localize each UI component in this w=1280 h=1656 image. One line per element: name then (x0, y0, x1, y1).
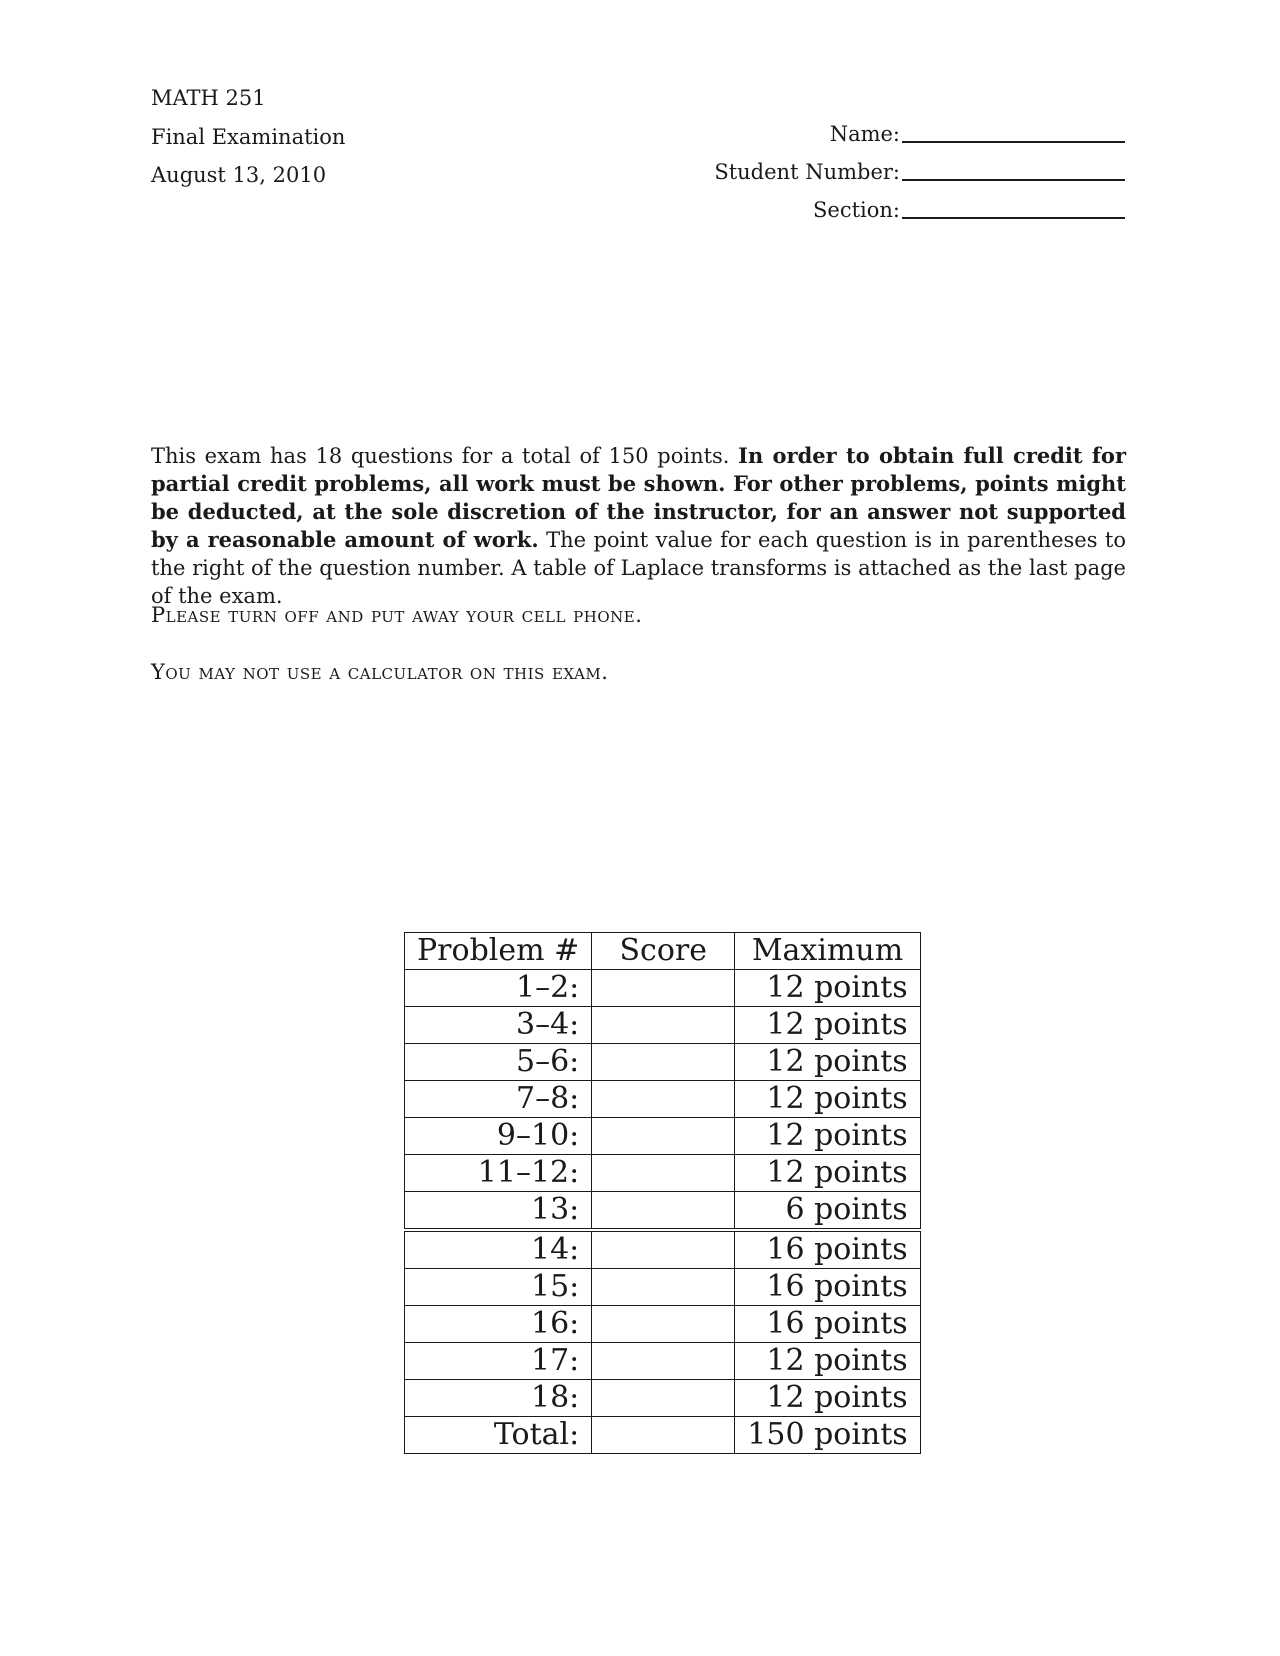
max-cell: 12 points (735, 970, 920, 1007)
problem-cell: 1–2: (405, 970, 592, 1007)
score-cell (592, 1118, 735, 1155)
course-title: MATH 251 (151, 86, 266, 110)
problem-cell: 3–4: (405, 1007, 592, 1044)
table-row (405, 1081, 921, 1118)
instructions-paragraph (151, 442, 1126, 610)
name-blank[interactable] (902, 141, 1125, 143)
student-number-blank[interactable] (902, 179, 1125, 181)
table-row (405, 1007, 921, 1044)
problem-cell: 7–8: (405, 1081, 592, 1118)
calculator-notice: You may not use a calculator on this exam. (151, 660, 609, 684)
total-max: 150 points (735, 1417, 920, 1454)
problem-cell: 15: (405, 1269, 592, 1306)
cell-phone-notice: Please turn off and put away your cell phone. (151, 603, 643, 627)
header-problem: Problem # (405, 933, 592, 970)
table-row (405, 1380, 921, 1417)
header-score: Score (592, 933, 735, 970)
score-cell (592, 1230, 735, 1269)
max-cell: 6 points (735, 1192, 920, 1231)
student-number-field[interactable] (714, 162, 1125, 183)
total-label: Total: (405, 1417, 592, 1454)
table-row (405, 1343, 921, 1380)
exam-title: Final Examination (151, 125, 346, 149)
max-cell: 16 points (735, 1269, 920, 1306)
max-cell: 12 points (735, 1081, 920, 1118)
problem-cell: 16: (405, 1306, 592, 1343)
table-row (405, 1306, 921, 1343)
name-label: Name: (829, 122, 900, 146)
problem-cell: 13: (405, 1192, 592, 1231)
score-cell (592, 1343, 735, 1380)
score-cell (592, 1007, 735, 1044)
max-cell: 16 points (735, 1230, 920, 1269)
section-blank[interactable] (902, 217, 1125, 219)
section-field[interactable] (813, 200, 1125, 221)
max-cell: 12 points (735, 1380, 920, 1417)
problem-cell: 14: (405, 1230, 592, 1269)
table-row (405, 1192, 921, 1231)
max-cell: 12 points (735, 1118, 920, 1155)
max-cell: 12 points (735, 1155, 920, 1192)
score-cell (592, 1306, 735, 1343)
max-cell: 12 points (735, 1007, 920, 1044)
instructions-intro: This exam has 18 questions for a total of 150 points. (151, 444, 739, 468)
instructions-rest: The point value for each question is in parentheses to the right of the question number. A table of Laplace transforms is attached as the last page of the exam. (151, 528, 1126, 608)
problem-cell: 9–10: (405, 1118, 592, 1155)
max-cell: 12 points (735, 1044, 920, 1081)
table-row (405, 1269, 921, 1306)
score-cell (592, 1155, 735, 1192)
student-number-label: Student Number: (714, 160, 900, 184)
problem-cell: 18: (405, 1380, 592, 1417)
problem-cell: 11–12: (405, 1155, 592, 1192)
problem-cell: 5–6: (405, 1044, 592, 1081)
score-cell (592, 1269, 735, 1306)
problem-cell: 17: (405, 1343, 592, 1380)
score-table (404, 932, 921, 1454)
table-row (405, 1044, 921, 1081)
table-row (405, 1230, 921, 1269)
max-cell: 12 points (735, 1343, 920, 1380)
table-row (405, 970, 921, 1007)
name-field[interactable] (830, 124, 1125, 145)
exam-date: August 13, 2010 (151, 163, 327, 187)
score-table-header (405, 933, 921, 970)
score-cell (592, 1044, 735, 1081)
score-cell (592, 1081, 735, 1118)
table-row (405, 1118, 921, 1155)
max-cell: 16 points (735, 1306, 920, 1343)
header-maximum: Maximum (735, 933, 920, 970)
score-cell (592, 1380, 735, 1417)
score-cell (592, 970, 735, 1007)
table-row (405, 1155, 921, 1192)
total-row (405, 1417, 921, 1454)
total-score-cell (592, 1417, 735, 1454)
instructions-bold: In order to obtain full credit for partial credit problems, all work must be shown. For other problems, points might be deducted, at the sole discretion of the instructor, for an answer not supported by a reasonable amount of work. (151, 443, 1127, 552)
section-label: Section: (813, 198, 900, 222)
score-cell (592, 1192, 735, 1231)
